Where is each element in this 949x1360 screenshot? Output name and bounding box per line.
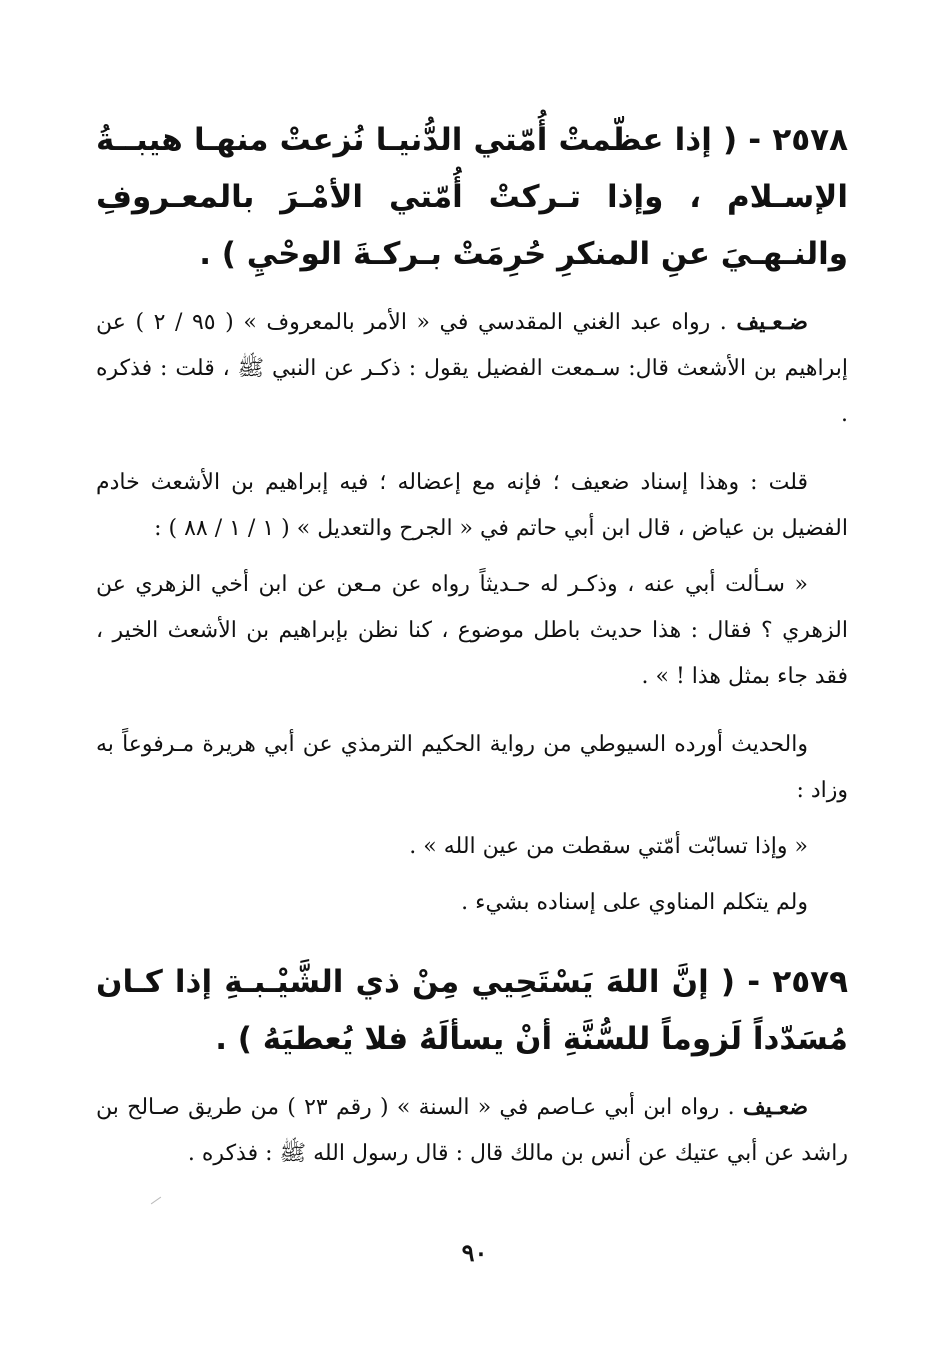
hadith-2579 <box>96 954 848 1068</box>
hadith-text: - ( إذا عظّمتْ أُمّتي الدُّنيـا نُزعتْ منهـا هيبــةُ الإسـلام ، وإذا تـركتْ أُمّتي الأمْـرَ بالمعـروفِ والنـهـيَ عنِ المنكرِ حُرِمَتْ بـركـةَ الوحْيِ ) . <box>96 122 848 272</box>
page-number: ٩٠ <box>461 1238 488 1267</box>
grade-paragraph <box>96 299 848 438</box>
grade-label: ضعـيف <box>742 1094 808 1120</box>
commentary-paragraph: والحديث أورده السيوطي من رواية الحكيم الترمذي عن أبي هريرة مـرفوعاً به وزاد : <box>96 732 848 803</box>
grade-label: ضـعـيف <box>736 309 808 335</box>
quoted-passage: « وإذا تسابّت أمّتي سقطت من عين الله » . <box>409 834 808 859</box>
hadith-number: ٢٥٧٨ <box>772 122 848 158</box>
margin-mark <box>151 1197 161 1205</box>
hadith-number: ٢٥٧٩ <box>772 964 848 1000</box>
grade-text: . رواه ابن أبي عـاصم في « السنة » ( رقم ٢٣ ) من طريق صـالح بن راشد عن أبي عتيك عن أنس بن مالك قال : قال رسول الله ﷺ : فذكره . <box>96 1095 848 1166</box>
grade-paragraph <box>96 1084 848 1177</box>
page-body <box>96 112 848 1177</box>
hadith-text: - ( إنَّ اللهَ يَسْتَحِيي مِنْ ذي الشَّيْـبـةِ إذا كـان مُسَدّداً لَزوماً للسُّنَّةِ أنْ يسألَهُ فلا يُعطيَهُ ) . <box>96 964 848 1057</box>
commentary-paragraph: قلت : وهذا إسناد ضعيف ؛ فإنه مع إعضاله ؛ فيه إبراهيم بن الأشعث خادم الفضيل بن عياض ، قال ابن أبي حاتم في « الجرح والتعديل » ( ١ / ١ / ٨٨ ) : <box>96 470 848 541</box>
commentary-paragraph: ولم يتكلم المناوي على إسناده بشيء . <box>461 890 808 915</box>
hadith-2578 <box>96 112 848 283</box>
quoted-passage: « سـألت أبي عنه ، وذكـر له حـديثاً رواه عن مـعن عن ابن أخي الزهري عن الزهري ؟ فقال : هذا حديث باطل موضوع ، كنا نظن بإبراهيم بن الأشعث الخير ، فقد جاء بمثل هذا ! » . <box>96 572 848 689</box>
grade-text: . رواه عبد الغني المقدسي في « الأمر بالمعروف » ( ٩٥ / ٢ ) عن إبراهيم بن الأشعث قال: سـمعت الفضيل يقول : ذكـر عن النبي ﷺ ، قلت : فذكره . <box>96 310 848 427</box>
